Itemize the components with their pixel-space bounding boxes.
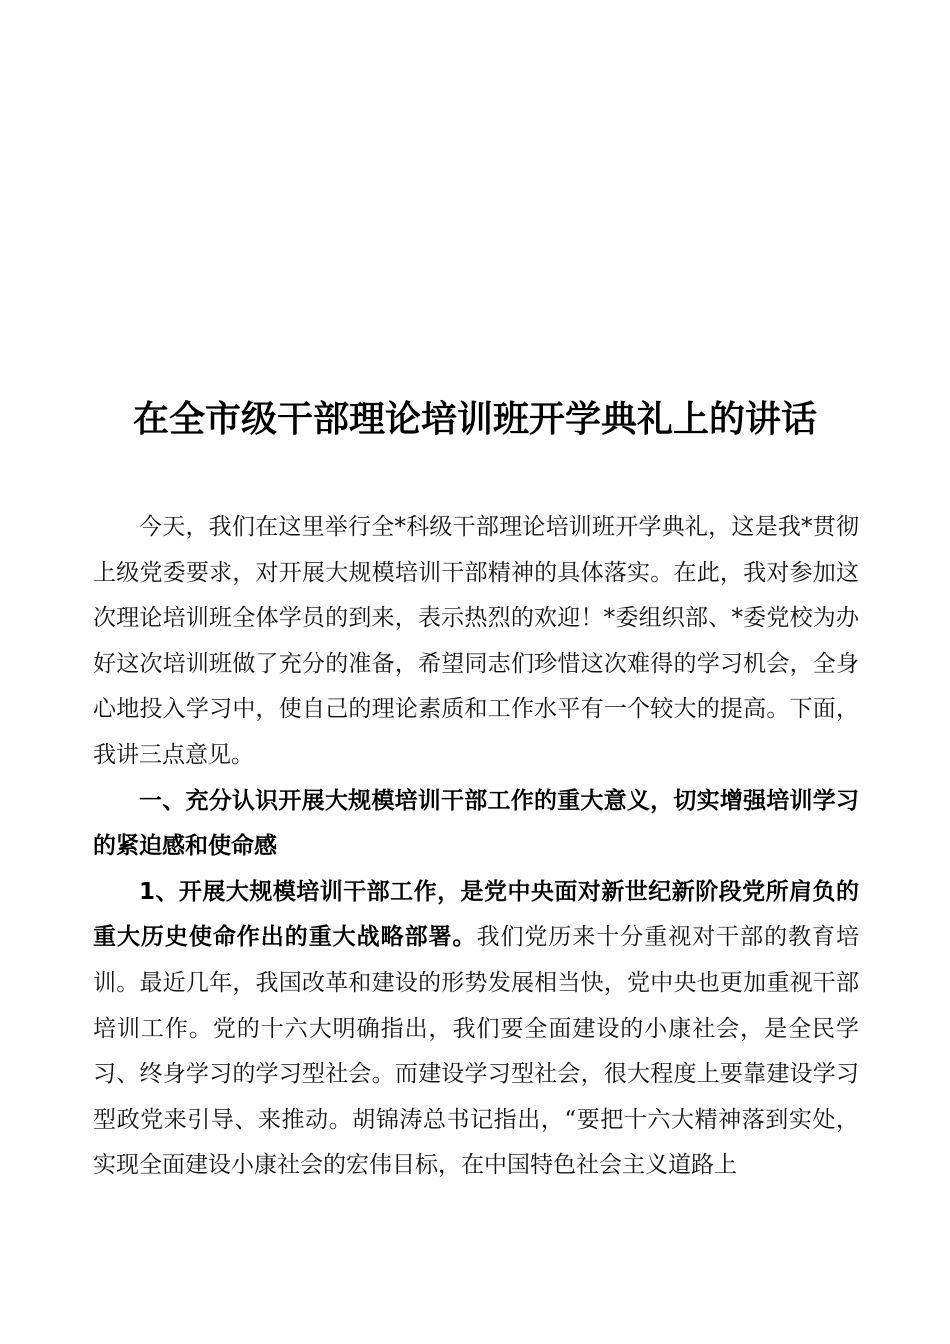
- document-title: 在全市级干部理论培训班开学典礼上的讲话: [132, 399, 817, 440]
- point-paragraph: [93, 870, 859, 1189]
- point-body-text: 我们党历来十分重视对干部的教育培训。最近几年，我国改革和建设的形势发展相当快，党中央也更加重视干部培训工作。党的十六大明确指出，我们要全面建设的小康社会，是全民学习、终身学习的学习型社会。而建设学习型社会，很大程度上要靠建设学习型政党来引导、来推动。胡锦涛总书记指出，“要把十六大精神落到实处，实现全面建设小康社会的宏伟目标，在中国特色社会主义道路上: [93, 924, 860, 1179]
- document-body: [93, 505, 859, 1189]
- intro-paragraph: 今天，我们在这里举行全*科级干部理论培训班开学典礼，这是我*贯彻上级党委要求，对开展大规模培训干部精神的具体落实。在此，我对参加这次理论培训班全体学员的到来，表示热烈的欢迎！*委组织部、*委党校为办好这次培训班做了充分的准备，希望同志们珍惜这次难得的学习机会，全身心地投入学习中，使自己的理论素质和工作水平有一个较大的提高。下面，我讲三点意见。: [93, 514, 860, 768]
- section-heading: 一、充分认识开展大规模培训干部工作的重大意义，切实增强培训学习的紧迫感和使命感: [93, 787, 859, 860]
- point-lead-text: 1、开展大规模培训干部工作，是党中央面对新世纪新阶段党所肩负的重大历史使命作出的重大战略部署。: [93, 878, 859, 951]
